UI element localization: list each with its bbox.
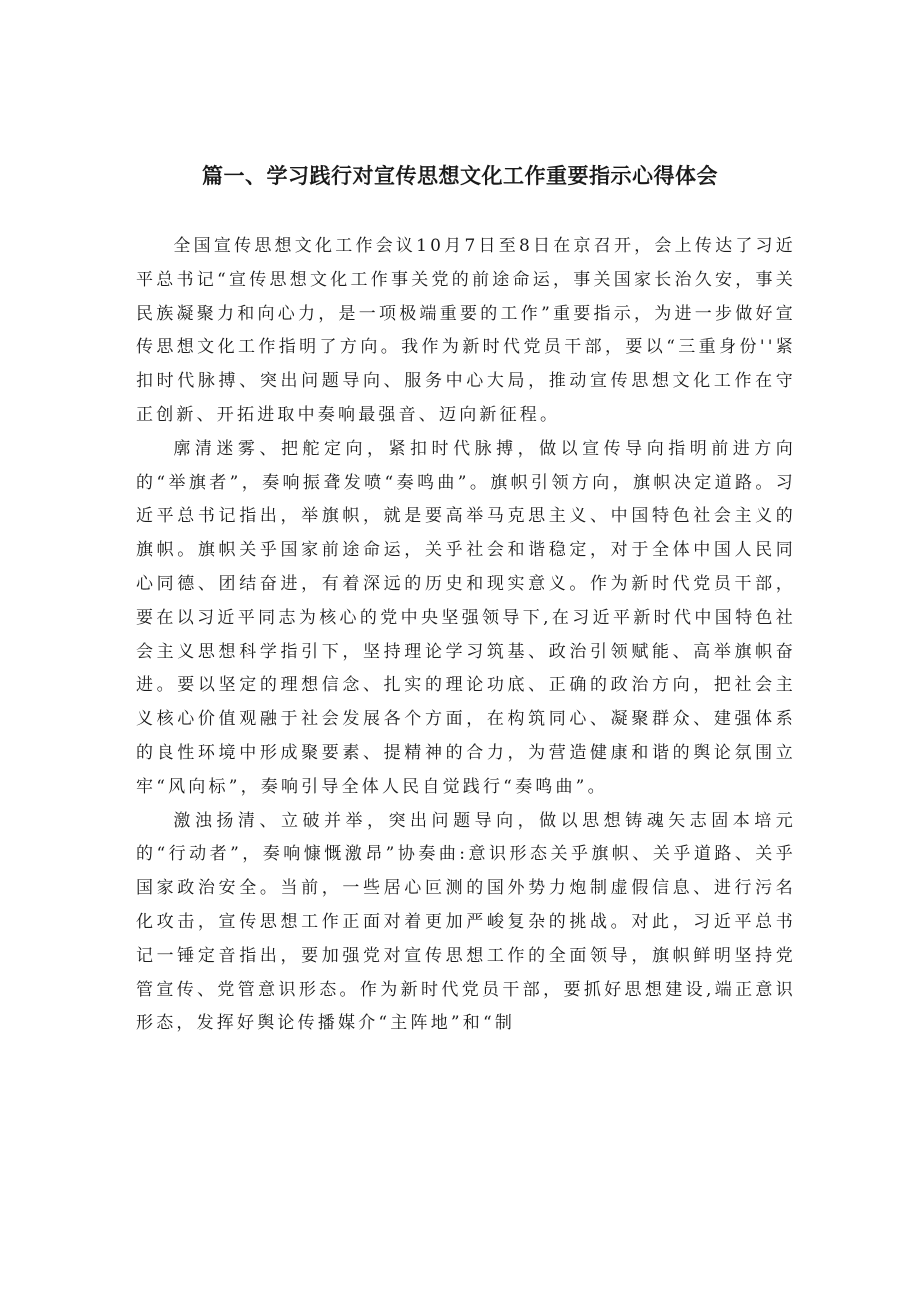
paragraph-2: 廓清迷雾、把舵定向，紧扣时代脉搏，做以宣传导向指明前进方向的“举旗者”，奏响振聋发喷“奏鸣曲”。旗帜引领方向，旗帜决定道路。习近平总书记指出，举旗帜，就是要高举马克思主义、中国特色社会主义的旗帜。旗帜关乎国家前途命运，关乎社会和谐稳定，对于全体中国人民同心同德、团结奋进，有着深远的历史和现实意义。作为新时代党员干部，要在以习近平同志为核心的党中央坚强领导下,在习近平新时代中国特色社会主义思想科学指引下，坚持理论学习筑基、政治引领赋能、高举旗帜奋进。要以坚定的理想信念、扎实的理论功底、正确的政治方向，把社会主义核心价值观融于社会发展各个方面，在构筑同心、凝聚群众、建强体系的良性环境中形成聚要素、提精神的合力，为营造健康和谐的舆论氛围立牢“风向标”，奏响引导全体人民自觉践行“奏鸣曲”。 <box>136 438 796 797</box>
paragraph-3: 激浊扬清、立破并举，突出问题导向，做以思想铸魂矢志固本培元的“行动者”，奏响慷慨激昂”协奏曲:意识形态关乎旗帜、关乎道路、关乎国家政治安全。当前，一些居心叵测的国外势力炮制虚假信息、进行污名化攻击，宣传思想工作正面对着更加严峻复杂的挑战。对此，习近平总书记一锤定音指出，要加强党对宣传思想工作的全面领导，旗帜鲜明坚持党管宣传、党管意识形态。作为新时代党员干部，要抓好思想建设,端正意识形态，发挥好舆论传播媒介“主阵地”和“制 <box>136 810 796 1034</box>
paragraph-1: 全国宣传思想文化工作会议10月7日至8日在京召开，会上传达了习近平总书记“宣传思想文化工作事关党的前途命运，事关国家长治久安，事关民族凝聚力和向心力，是一项极端重要的工作”重要指示，为进一步做好宣传思想文化工作指明了方向。我作为新时代党员干部，要以“三重身份''紧扣时代脉搏、突出问题导向、服务中心大局，推动宣传思想文化工作在守正创新、开拓进取中奏响最强音、迈向新征程。 <box>136 236 796 425</box>
document-title: 篇一、学习践行对宣传思想文化工作重要指示心得体会 <box>202 164 718 188</box>
document-body <box>136 230 796 1041</box>
